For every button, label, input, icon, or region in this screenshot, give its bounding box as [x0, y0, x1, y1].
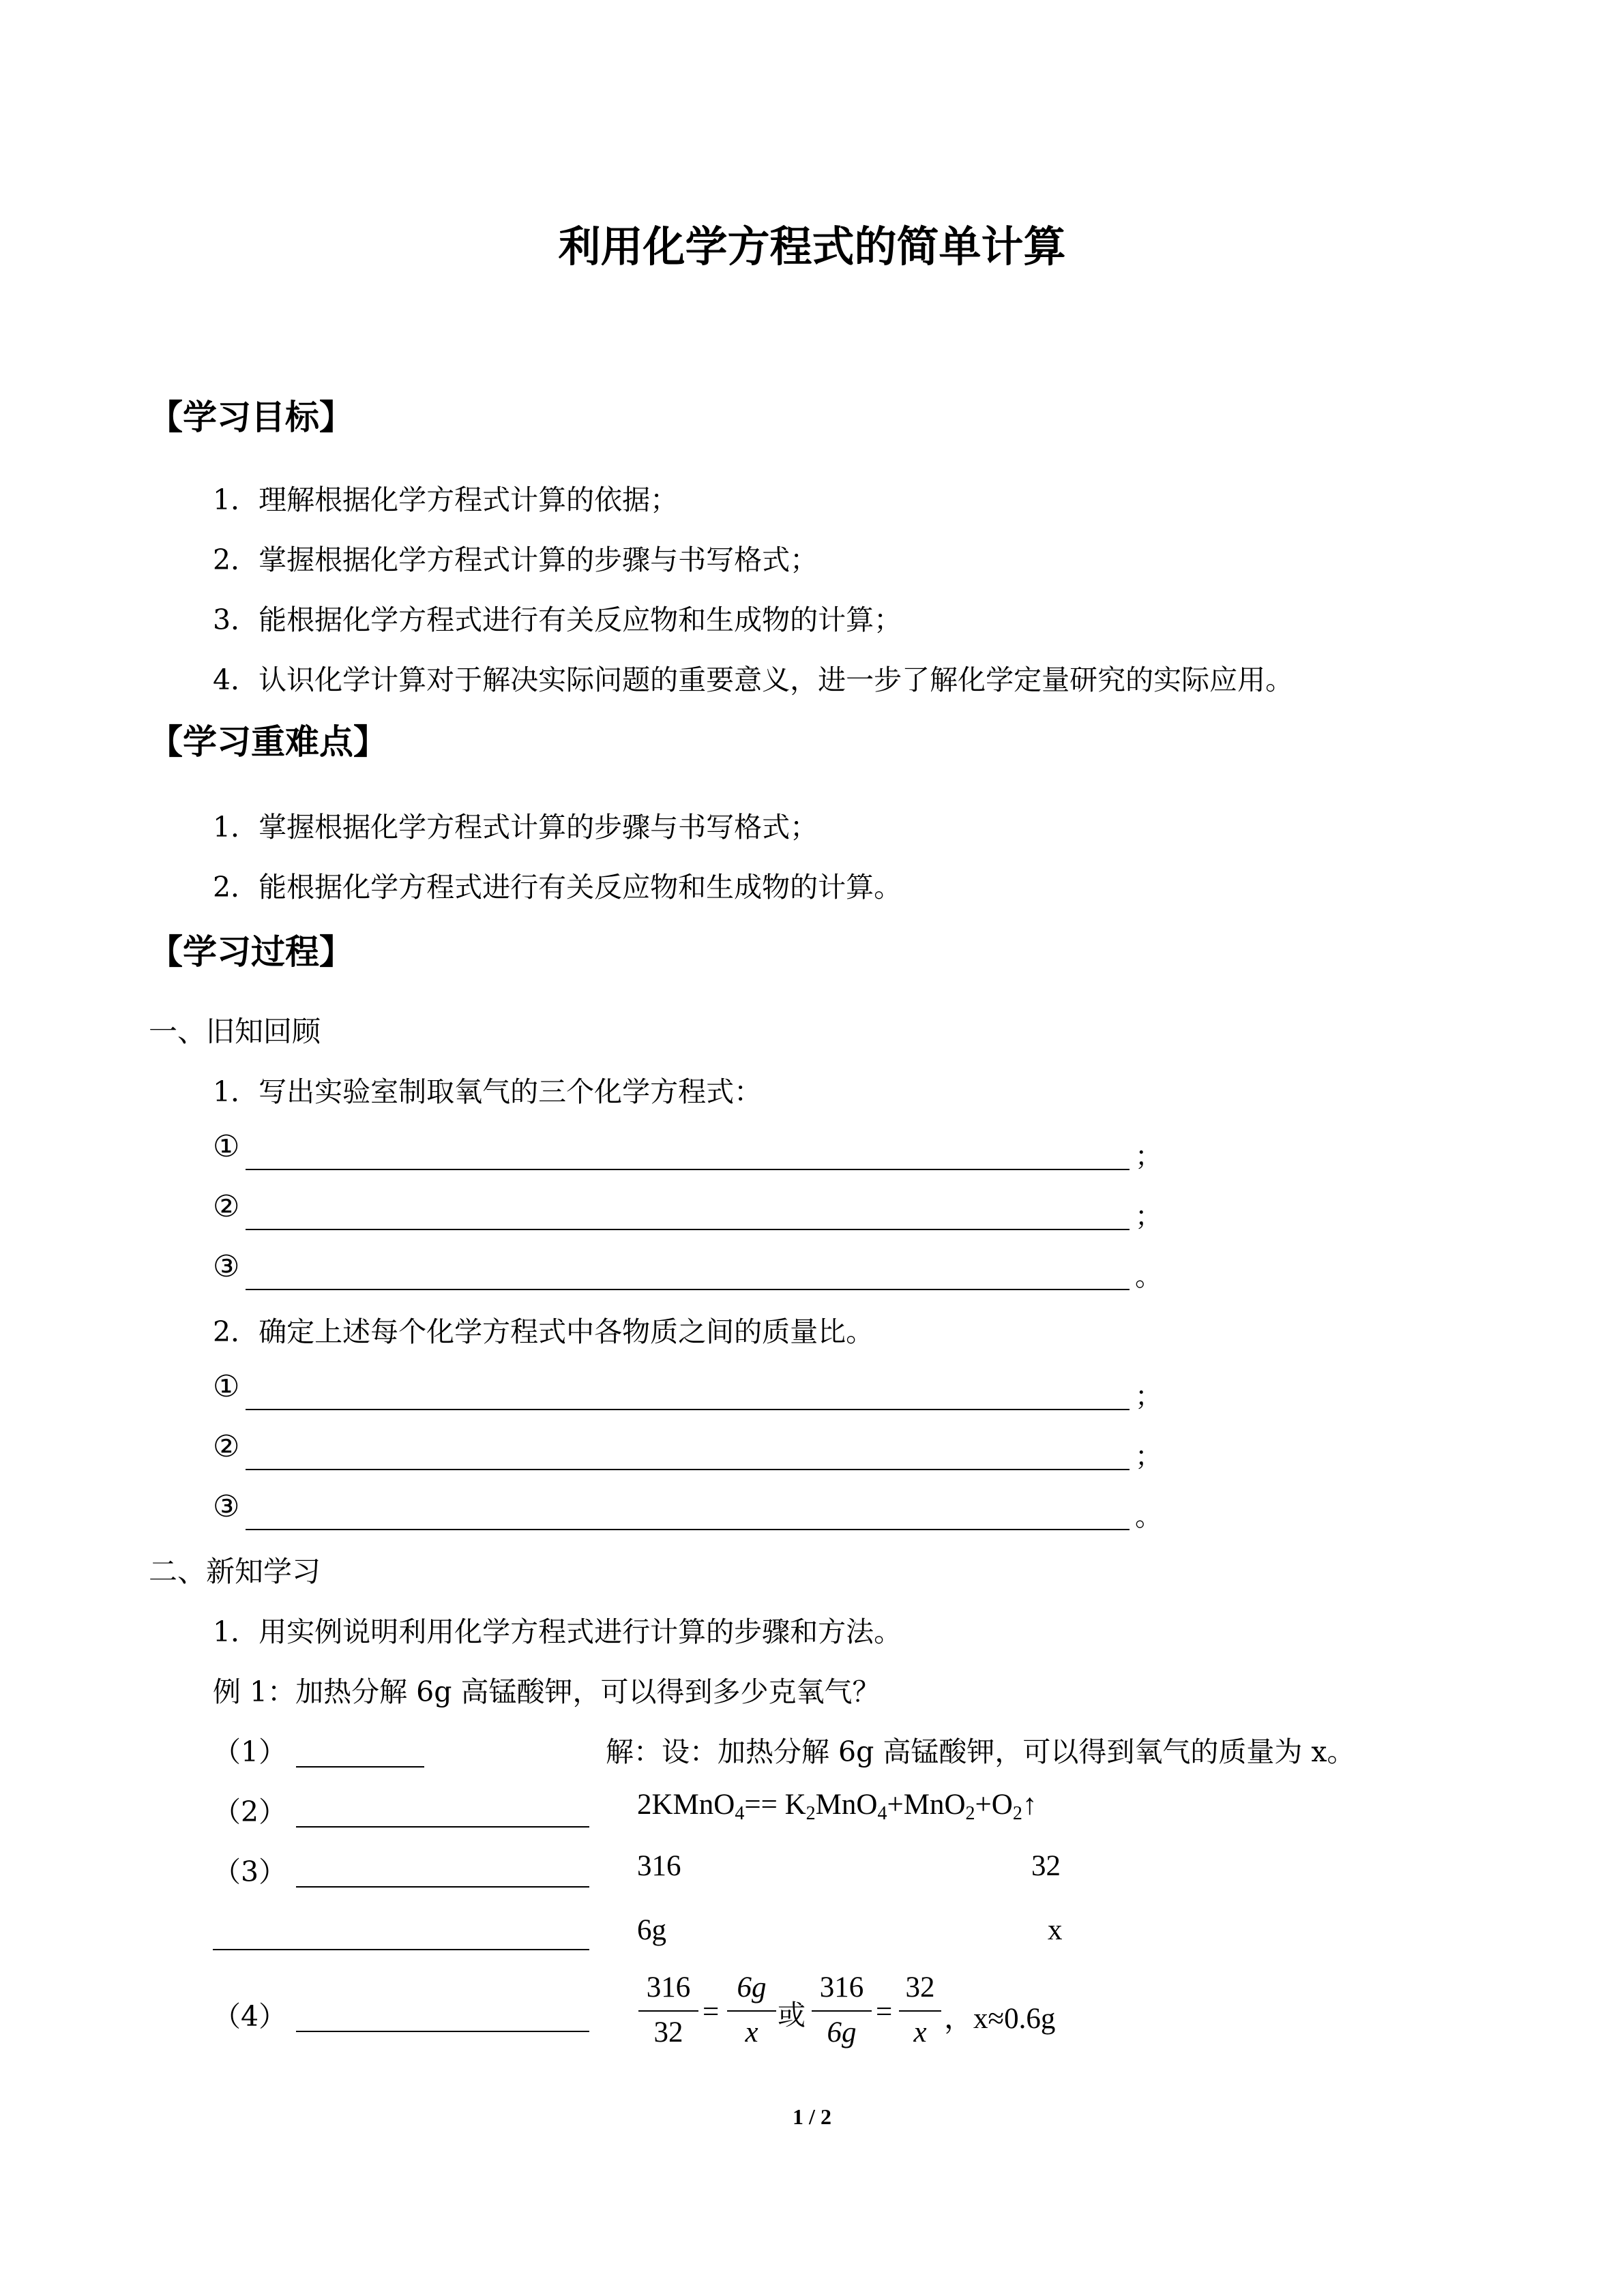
step-blank[interactable] — [296, 1766, 424, 1768]
objective-item: 4．认识化学计算对于解决实际问题的重要意义，进一步了解化学定量研究的实际应用。 — [213, 664, 1294, 696]
objective-item: 3．能根据化学方程式进行有关反应物和生成物的计算； — [213, 603, 902, 636]
fraction-denominator: x — [913, 2016, 927, 2048]
key-point-item: 1．掌握根据化学方程式计算的步骤与书写格式； — [213, 811, 818, 844]
new-learning-intro: 1．用实例说明利用化学方程式进行计算的步骤和方法。 — [213, 1615, 902, 1648]
eq-product: +MnO — [887, 1789, 966, 1821]
eq-product: MnO — [815, 1789, 878, 1821]
given-mass-right: x — [1048, 1914, 1063, 1946]
page-number: 1 / 2 — [793, 2104, 831, 2129]
gas-arrow: ↑ — [1022, 1789, 1037, 1821]
fraction — [812, 1971, 872, 2059]
page-title: 利用化学方程式的简单计算 — [558, 222, 1066, 271]
eq-coefficient: 2 — [637, 1789, 652, 1821]
fraction-denominator: 6g — [827, 2016, 857, 2048]
objective-item: 2．掌握根据化学方程式计算的步骤与书写格式； — [213, 543, 818, 576]
fraction-bar — [812, 2010, 872, 2012]
process-heading: 【学习过程】 — [149, 932, 353, 972]
circled-number: ① — [213, 1129, 240, 1164]
step-blank[interactable] — [296, 2031, 589, 2032]
equals-sign: = — [876, 1996, 893, 2028]
blank-line — [246, 1469, 1130, 1470]
circled-number: ① — [213, 1369, 240, 1404]
circled-number: ③ — [213, 1249, 240, 1284]
review-section-title: 一、旧知回顾 — [149, 1015, 321, 1048]
review-question-2: 2．确定上述每个化学方程式中各物质之间的质量比。 — [213, 1315, 874, 1348]
eq-product: +O — [975, 1789, 1013, 1821]
step-label: （1） — [213, 1735, 287, 1768]
blank-line — [246, 1409, 1130, 1410]
eq-subscript: 2 — [806, 1803, 816, 1824]
fraction — [727, 1971, 776, 2059]
eq-product: K — [784, 1789, 806, 1821]
eq-subscript: 2 — [965, 1803, 975, 1824]
fraction-numerator: 316 — [646, 1971, 691, 2003]
circled-number: ③ — [213, 1489, 240, 1524]
blank-punct: ； — [1135, 1441, 1162, 1472]
blank-punct: ； — [1135, 1141, 1162, 1172]
given-mass-left: 6g — [637, 1914, 666, 1946]
fraction-bar — [727, 2010, 776, 2012]
fraction-denominator: 32 — [653, 2016, 683, 2048]
key-points-heading: 【学习重难点】 — [149, 722, 387, 762]
step-blank[interactable] — [296, 1826, 589, 1828]
step-label: （2） — [213, 1795, 287, 1828]
fraction-numerator: 316 — [819, 1971, 864, 2003]
step-blank[interactable] — [213, 1949, 589, 1950]
relative-mass-right: 32 — [1031, 1850, 1061, 1882]
eq-reactant: KMnO — [651, 1789, 735, 1821]
fraction-denominator: x — [745, 2016, 758, 2048]
or-word: 或 — [778, 1999, 806, 2031]
blank-punct: ； — [1135, 1381, 1162, 1412]
fraction-numerator: 6g — [737, 1971, 767, 2003]
review-question-1: 1．写出实验室制取氧气的三个化学方程式： — [213, 1075, 763, 1108]
blank-line — [246, 1289, 1130, 1290]
fraction-bar — [899, 2010, 941, 2012]
fraction-numerator: 32 — [905, 1971, 935, 2003]
relative-mass-left: 316 — [637, 1850, 681, 1882]
blank-line — [246, 1529, 1130, 1530]
fraction-bar — [638, 2010, 698, 2012]
blank-punct: 。 — [1135, 1501, 1162, 1532]
objective-item: 1．理解根据化学方程式计算的依据； — [213, 483, 679, 516]
new-learning-section-title: 二、新知学习 — [149, 1555, 321, 1588]
fraction — [899, 1971, 941, 2059]
example-question: 例 1：加热分解 6g 高锰酸钾，可以得到多少克氧气？ — [213, 1675, 881, 1708]
blank-punct: 。 — [1135, 1261, 1162, 1292]
circled-number: ② — [213, 1189, 240, 1224]
chemical-equation — [637, 1788, 1037, 1825]
objectives-heading: 【学习目标】 — [149, 398, 353, 437]
step-blank[interactable] — [296, 1886, 589, 1888]
step-label: （4） — [213, 2000, 287, 2033]
eq-subscript: 4 — [735, 1803, 745, 1824]
blank-line — [246, 1229, 1130, 1230]
eq-subscript: 4 — [877, 1803, 887, 1824]
key-point-item: 2．能根据化学方程式进行有关反应物和生成物的计算。 — [213, 871, 902, 904]
step-label: （3） — [213, 1855, 287, 1888]
solution-set-statement: 解：设：加热分解 6g 高锰酸钾，可以得到氧气的质量为 x。 — [606, 1735, 1355, 1768]
equals-sign: = — [703, 1996, 720, 2028]
result-text: ，x≈0.6g — [944, 2003, 1056, 2035]
blank-punct: ； — [1135, 1201, 1162, 1232]
circled-number: ② — [213, 1429, 240, 1464]
eq-subscript: 2 — [1012, 1803, 1022, 1824]
blank-line — [246, 1169, 1130, 1170]
eq-arrow: == — [744, 1789, 778, 1821]
fraction — [638, 1971, 698, 2059]
